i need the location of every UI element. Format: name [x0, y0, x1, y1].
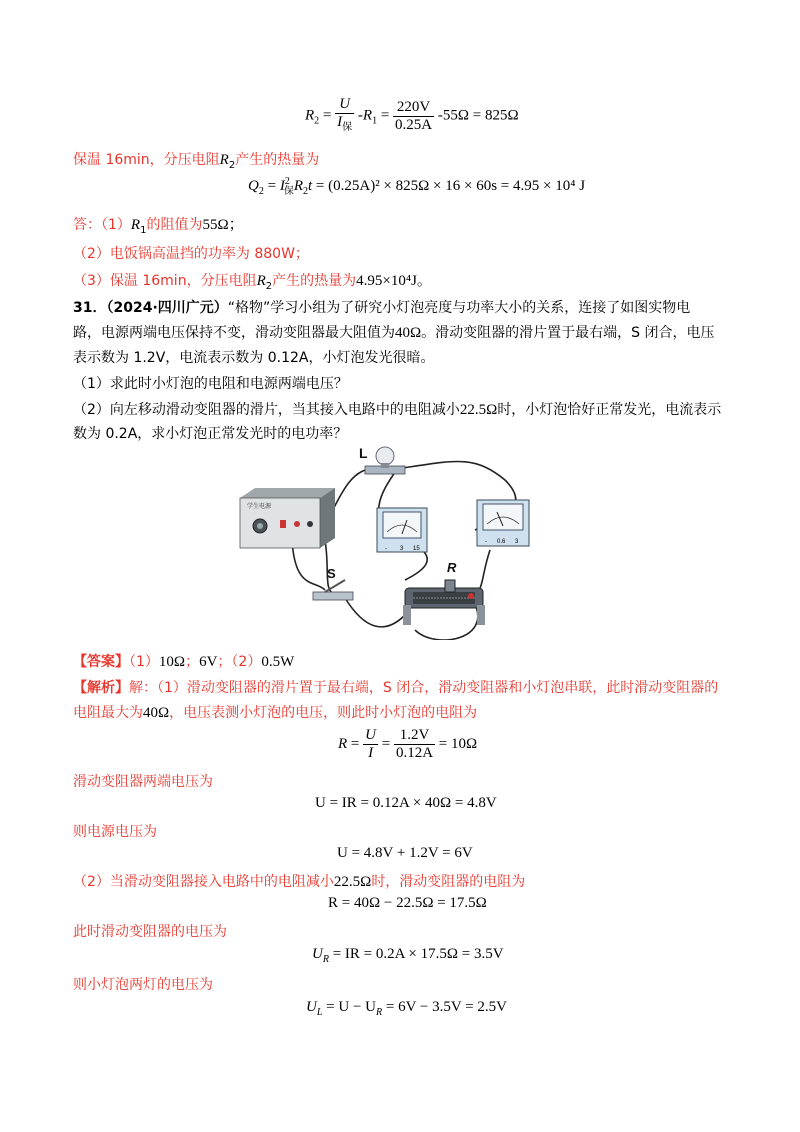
- svg-text:3: 3: [515, 539, 519, 545]
- switch-label: S: [327, 566, 336, 581]
- circuit-figure: [235, 440, 565, 640]
- answer-line-1: 答：$(1)R_1$的阻值为55Ω；: [73, 217, 244, 236]
- formula-sub: 1: [372, 115, 378, 127]
- analysis-line-2: 电阻最大为40Ω，电压表测小灯泡的电压，则此时小灯泡的电阻为: [73, 705, 478, 721]
- answer-tag-line: 【答案】（1）10Ω；6V；（2）0.5W: [73, 654, 295, 670]
- analysis-line-5: （2）当滑动变阻器接入电路中的电阻减小22.5Ω时，滑动变阻器的电阻为: [73, 874, 526, 890]
- ammeter: [477, 500, 529, 546]
- question-line-2: 路，电源两端电压保持不变，滑动变阻器最大阻值为40Ω。滑动变阻器的滑片置于最右端，S 闭合，电压: [73, 325, 715, 341]
- svg-text:-: -: [485, 539, 487, 545]
- question-line-3: 表示数为 1.2V，电流表示数为 0.12A，小灯泡发光很暗。: [73, 350, 435, 366]
- svg-text:-: -: [385, 546, 387, 552]
- fraction-denominator: 0.25A: [395, 116, 433, 133]
- lamp: [359, 445, 405, 474]
- question-part-1: （1）求此时小灯泡的电阻和电源两端电压？: [73, 376, 348, 392]
- analysis-tag: 【解析】: [73, 680, 129, 696]
- rheostat-label: R: [447, 560, 457, 575]
- analysis-formula-r: R = $\frac{U}{I}$ = $\frac{1.2V}{0.12A}$ = 10Ω: [338, 727, 478, 761]
- rheostat: [403, 560, 485, 625]
- keep-heat-line: 保温 16min，分压电阻$R_2$产生的热量为: [73, 152, 320, 171]
- analysis-line-3: 滑动变阻器两端电压为: [73, 774, 213, 790]
- question-part-2-line-2: 数为 0.2A，求小灯泡正常发光时的电功率？: [73, 426, 348, 442]
- answer-line-3: （3）保温 16min，分压电阻$R_2$产生的热量为4.95×10⁴J。: [73, 273, 432, 292]
- analysis-line-4: 则电源电压为: [73, 824, 157, 840]
- svg-text:3: 3: [400, 546, 404, 552]
- analysis-formula-u: U = IR = 0.12A × 40Ω = 4.8V: [315, 795, 497, 811]
- question-line-1: 31．（2024·四川广元）“格物”学习小组为了研究小灯泡亮度与功率大小的关系，连接了如图实物电: [73, 300, 691, 316]
- formula-sub: 2: [314, 115, 320, 127]
- voltmeter: [377, 508, 427, 552]
- analysis-formula-source: U = 4.8V + 1.2V = 6V: [337, 845, 473, 861]
- formula-q2: $Q_2 = I^2_保R_2t = (0.25A)^2 \times 825\Omega \times 16 \times 60s = 4.95 \times 10^4$ J: [248, 176, 586, 197]
- power-supply: [240, 488, 335, 548]
- fraction: [393, 99, 434, 134]
- svg-text:0.6: 0.6: [497, 539, 506, 545]
- lamp-label: L: [359, 445, 368, 461]
- question-part-2: （2）向左移动滑动变阻器的滑片，当其接入电路中的电阻减小22.5Ω时，小灯泡恰好正常发光，电流表示: [73, 402, 722, 418]
- question-source: （2024·四川广元）: [106, 300, 228, 316]
- formula-symbol: R: [305, 107, 315, 124]
- svg-text:15: 15: [413, 546, 420, 552]
- fraction-numerator: 220V: [393, 99, 434, 117]
- fraction-numerator: U: [335, 96, 354, 114]
- analysis-formula-ul: $U_L = U - U_R = 6V - 3.5V = 2.5V$: [306, 999, 507, 1018]
- analysis-line-6: 此时滑动变阻器的电压为: [73, 924, 227, 940]
- switch: [313, 566, 353, 600]
- answer-tag: 【答案】: [73, 654, 129, 670]
- analysis-formula-ur: $U_R$ = IR = 0.2A × 17.5Ω = 3.5V: [312, 946, 504, 965]
- question-number: 31．: [73, 300, 107, 316]
- formula-r2: $R_2$ = $\frac{U}{I_保}$ $-R_1$ = $\frac{220V}{0.25A}$ -55Ω = 825Ω: [305, 96, 519, 136]
- answer-line-2: （2）电饭锅高温挡的功率为 880W；: [73, 246, 309, 262]
- analysis-line-7: 则小灯泡两灯的电压为: [73, 977, 213, 993]
- fraction: [335, 96, 354, 136]
- fraction-denominator: $I_保$: [337, 114, 353, 133]
- analysis-formula-rheostat: R = 40Ω − 22.5Ω = 17.5Ω: [328, 895, 487, 911]
- formula-tail: -55Ω = 825Ω: [437, 107, 519, 124]
- power-supply-label: 学生电源: [247, 504, 272, 510]
- formula-term: -R: [357, 107, 373, 124]
- analysis-line-1: 【解析】解：（1）滑动变阻器的滑片置于最右端，S 闭合，滑动变阻器和小灯泡串联，此时滑动变阻器的: [73, 680, 719, 696]
